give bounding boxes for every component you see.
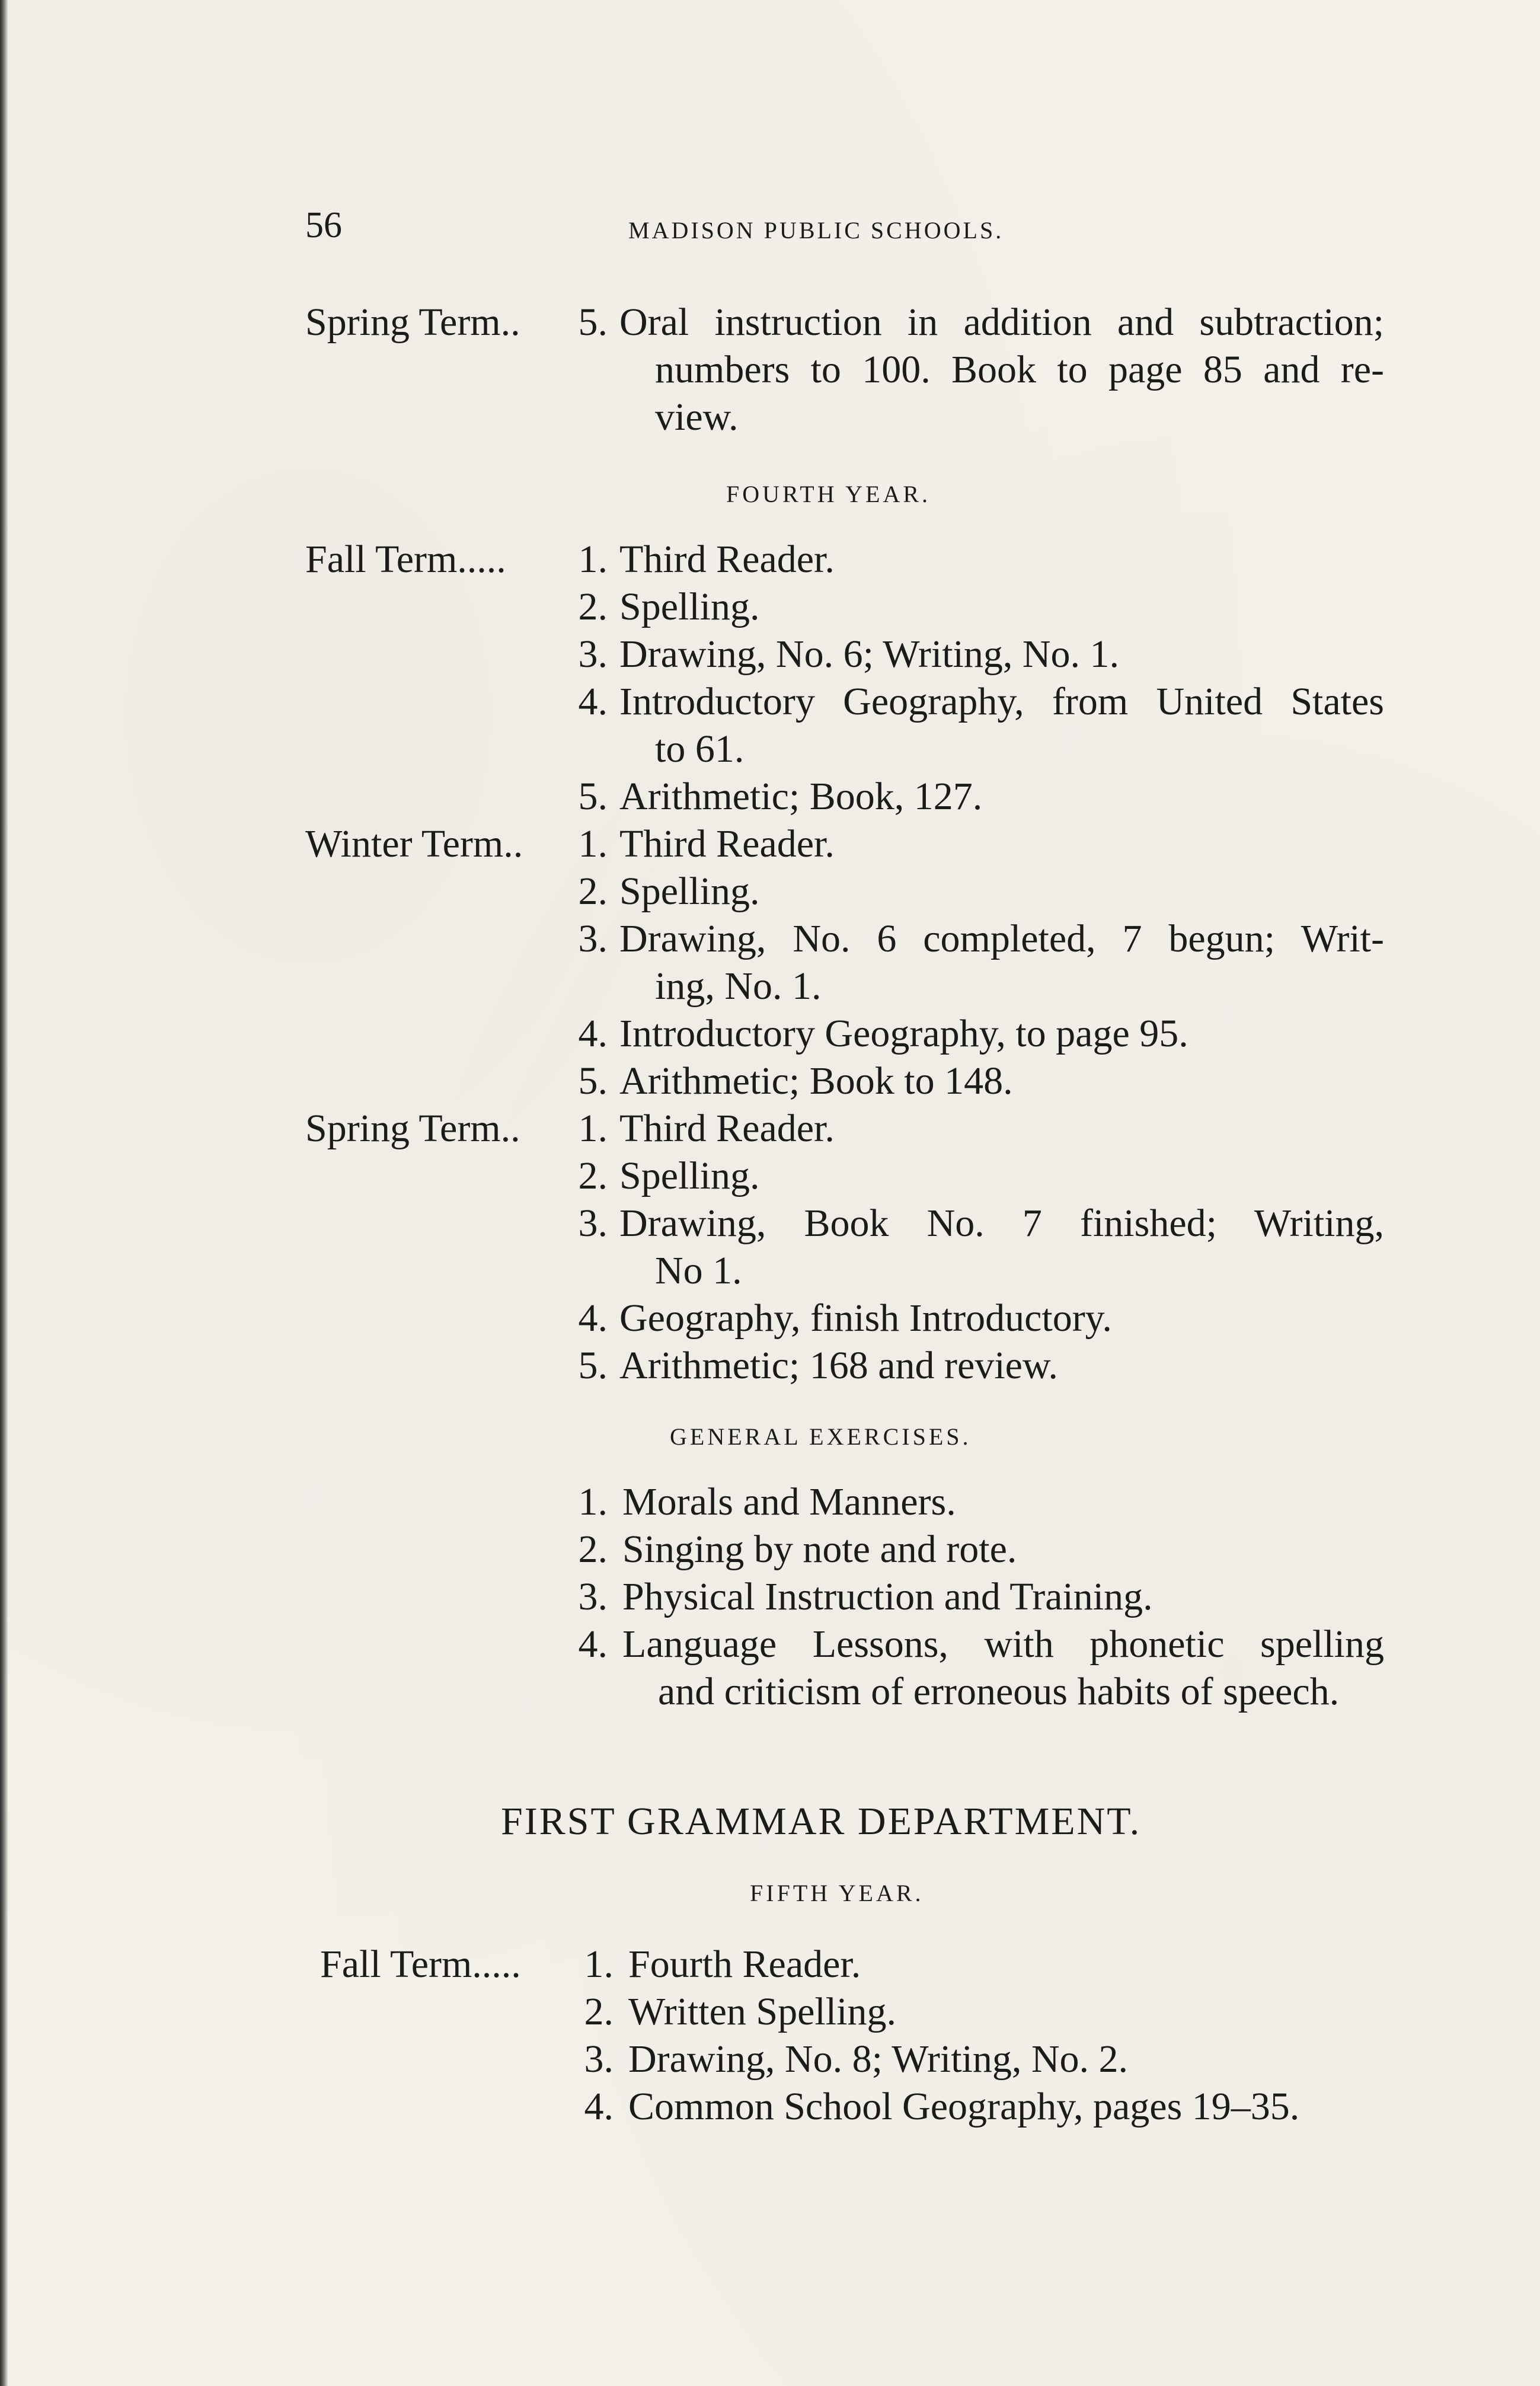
page-binding-edge xyxy=(0,0,8,2386)
item-text-line: view. xyxy=(655,395,739,439)
item-text-line: Geography, finish Introductory. xyxy=(619,1296,1112,1340)
item-number: 1. xyxy=(578,538,608,581)
item-number: 4. xyxy=(584,2085,614,2128)
item-number: 4. xyxy=(578,1296,608,1340)
item-number: 4. xyxy=(578,1012,608,1055)
department-heading: FIRST GRAMMAR DEPARTMENT. xyxy=(501,1800,1142,1843)
item-text-line: numbers to 100. Book to page 85 and re- xyxy=(655,348,1384,391)
term-label-spring-continued: Spring Term.. xyxy=(305,301,520,344)
item-text-line: ing, No. 1. xyxy=(655,964,822,1008)
item-text-line: Written Spelling. xyxy=(628,1990,896,2033)
item-text-line: Arithmetic; Book, 127. xyxy=(619,775,983,818)
item-text-line: Physical Instruction and Training. xyxy=(622,1575,1153,1618)
item-number: 1. xyxy=(578,1480,608,1523)
item-text-line: Morals and Manners. xyxy=(622,1480,956,1523)
item-number: 5. xyxy=(578,1059,608,1103)
item-text-line: Spelling. xyxy=(619,1154,760,1197)
item-text-line: Drawing, No. 6; Writing, No. 1. xyxy=(619,633,1120,676)
item-number: 5. xyxy=(578,775,608,818)
item-text-line: and criticism of erroneous habits of speech. xyxy=(658,1670,1340,1713)
item-text-line: Introductory Geography, to page 95. xyxy=(619,1012,1188,1055)
item-number: 5. xyxy=(578,301,608,344)
running-head: MADISON PUBLIC SCHOOLS. xyxy=(628,217,1004,244)
item-text-line: Third Reader. xyxy=(619,538,835,581)
item-number: 3. xyxy=(578,633,608,676)
term-label-winter: Winter Term.. xyxy=(305,822,523,865)
item-text-line: Language Lessons, with phonetic spelling xyxy=(622,1622,1384,1666)
item-text-line: Introductory Geography, from United States xyxy=(619,680,1384,723)
item-text-line: Oral instruction in addition and subtraction; xyxy=(619,301,1384,344)
section-heading-general-exercises: GENERAL EXERCISES. xyxy=(670,1423,972,1450)
item-number: 3. xyxy=(584,2037,614,2081)
item-text-line: Singing by note and rote. xyxy=(622,1528,1017,1571)
item-number: 1. xyxy=(578,822,608,865)
item-text-line: Third Reader. xyxy=(619,1107,835,1150)
item-number: 3. xyxy=(578,1575,608,1618)
item-number: 4. xyxy=(578,680,608,723)
item-text-line: Fourth Reader. xyxy=(628,1943,861,1986)
page-header xyxy=(0,205,1540,252)
item-text-line: Common School Geography, pages 19–35. xyxy=(628,2085,1300,2128)
item-text-line: Drawing, No. 8; Writing, No. 2. xyxy=(628,2037,1129,2081)
item-number: 2. xyxy=(584,1990,614,2033)
item-text-line: to 61. xyxy=(655,727,745,771)
item-number: 2. xyxy=(578,870,608,913)
item-text-line: Arithmetic; Book to 148. xyxy=(619,1059,1013,1103)
item-number: 2. xyxy=(578,1154,608,1197)
item-number: 3. xyxy=(578,1202,608,1245)
item-number: 1. xyxy=(578,1107,608,1150)
section-heading-fifth-year: FIFTH YEAR. xyxy=(750,1880,924,1906)
item-text-line: No 1. xyxy=(655,1249,742,1292)
item-text-line: Spelling. xyxy=(619,585,760,628)
item-text-line: Third Reader. xyxy=(619,822,835,865)
item-number: 1. xyxy=(584,1943,614,1986)
item-number: 2. xyxy=(578,1528,608,1571)
item-text-line: Spelling. xyxy=(619,870,760,913)
item-text-line: Drawing, No. 6 completed, 7 begun; Writ- xyxy=(619,917,1384,960)
term-label-fall-fifth: Fall Term..... xyxy=(320,1943,521,1986)
item-text-line: Drawing, Book No. 7 finished; Writing, xyxy=(619,1202,1384,1245)
page-number: 56 xyxy=(305,205,342,245)
item-number: 5. xyxy=(578,1344,608,1387)
item-number: 4. xyxy=(578,1622,608,1666)
section-heading-fourth-year: FOURTH YEAR. xyxy=(726,481,931,507)
item-number: 2. xyxy=(578,585,608,628)
term-label-spring: Spring Term.. xyxy=(305,1107,520,1150)
term-label-fall: Fall Term..... xyxy=(305,538,506,581)
item-number: 3. xyxy=(578,917,608,960)
item-text-line: Arithmetic; 168 and review. xyxy=(619,1344,1058,1387)
